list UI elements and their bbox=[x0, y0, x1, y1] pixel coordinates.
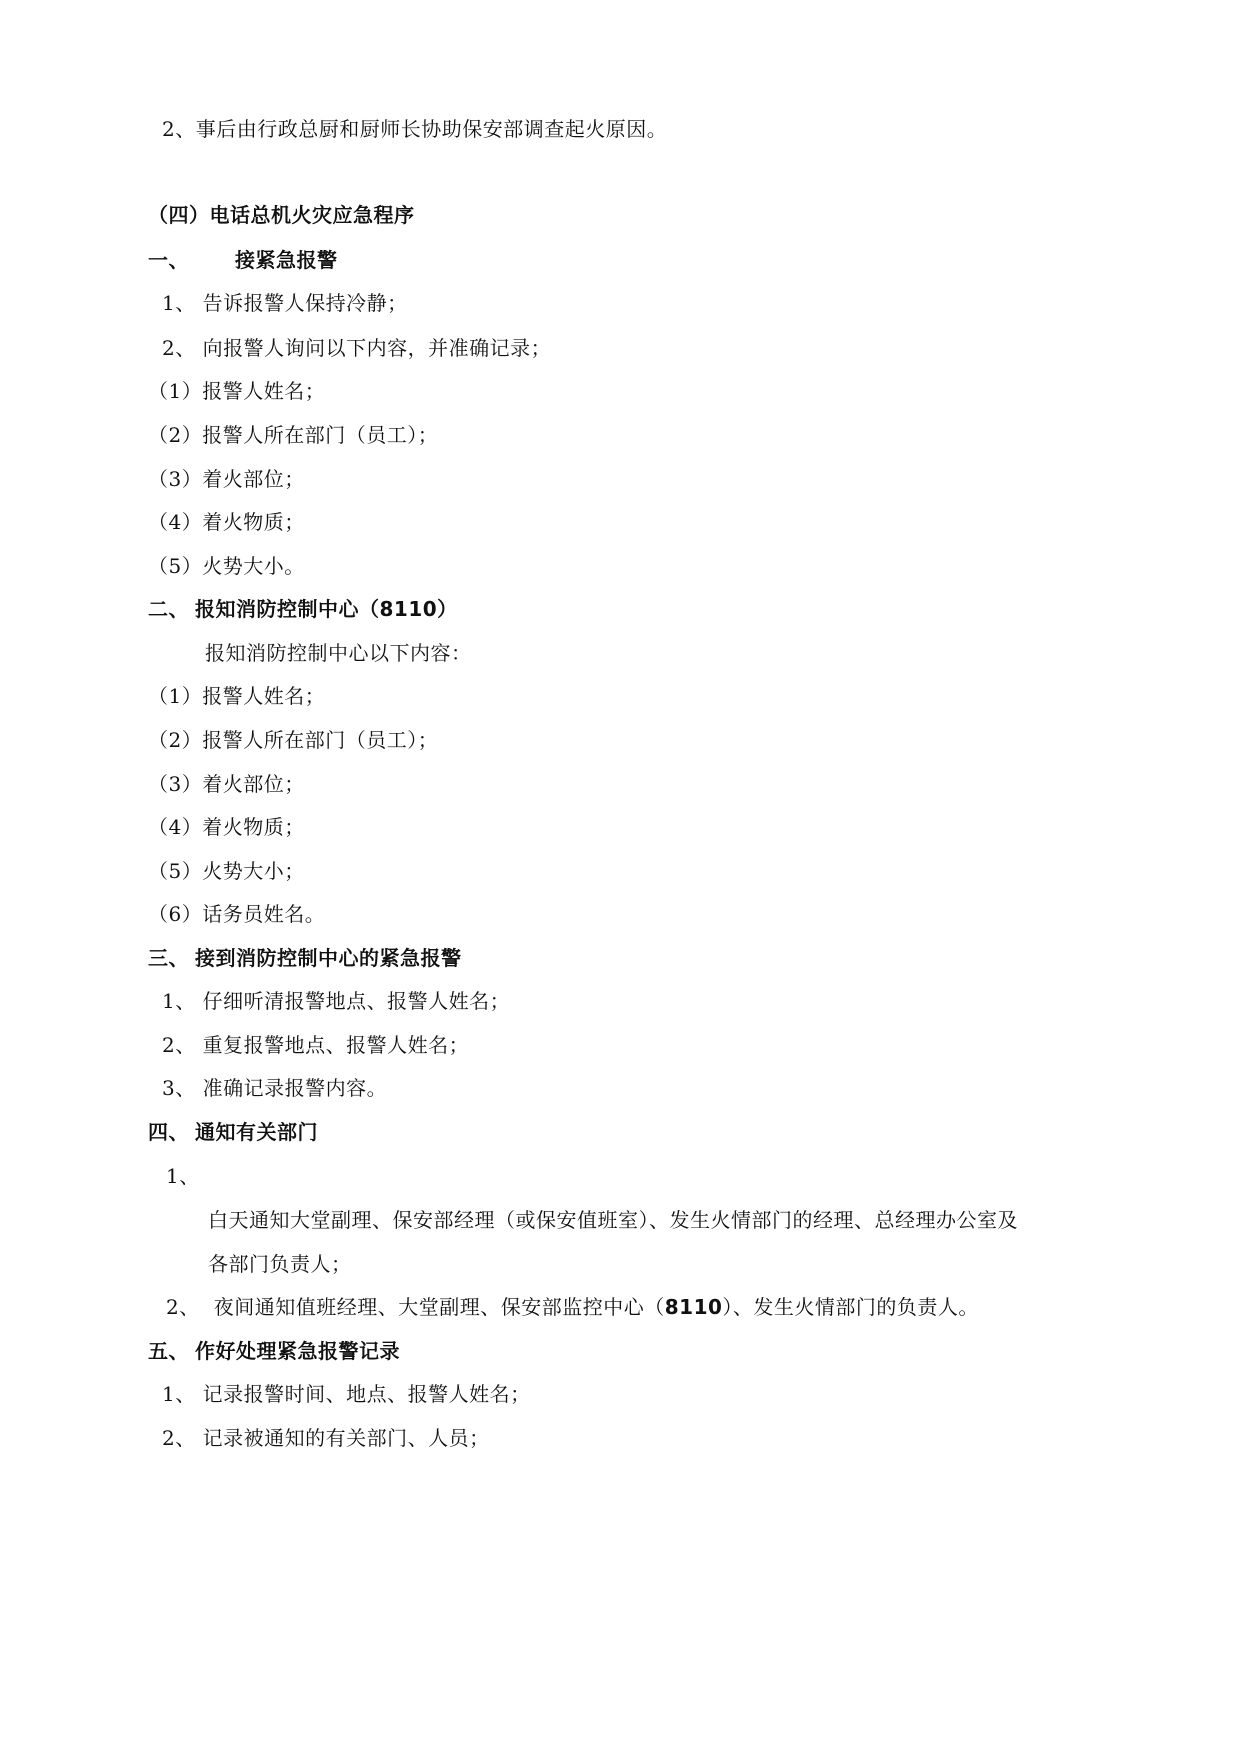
section-title: 接紧急报警 bbox=[235, 248, 338, 272]
list-item: （5）火势大小。 bbox=[148, 554, 305, 578]
list-item: 3、 准确记录报警内容。 bbox=[162, 1076, 388, 1100]
list-item: （5）火势大小； bbox=[148, 859, 305, 883]
section-number: 一、 bbox=[148, 248, 189, 272]
section-title: 接到消防控制中心的紧急报警 bbox=[195, 946, 462, 970]
list-item: 1、 告诉报警人保持冷静； bbox=[162, 291, 408, 315]
section-number: 三、 bbox=[148, 946, 189, 970]
list-item: （3）着火部位； bbox=[148, 467, 305, 491]
list-item-text: 夜间通知值班经理、大堂副理、保安部监控中心（ bbox=[213, 1295, 665, 1319]
list-item-number: 1、 bbox=[166, 1164, 200, 1188]
section-intro: 报知消防控制中心以下内容： bbox=[205, 641, 472, 665]
list-item: 2、 向报警人询问以下内容，并准确记录； bbox=[162, 336, 552, 360]
section-heading-1 bbox=[148, 247, 338, 273]
section-heading-4 bbox=[148, 1119, 318, 1145]
list-item-text: ）、发生火情部门的负责人。 bbox=[722, 1295, 979, 1319]
list-item: （6）话务员姓名。 bbox=[148, 902, 326, 926]
section-title: 通知有关部门 bbox=[195, 1120, 318, 1144]
list-item: 2、 重复报警地点、报警人姓名； bbox=[162, 1033, 470, 1057]
list-item: （3）着火部位； bbox=[148, 772, 305, 796]
section-number: 四、 bbox=[148, 1120, 189, 1144]
section-heading-5 bbox=[148, 1338, 400, 1364]
list-item-text: 各部门负责人； bbox=[208, 1252, 352, 1276]
list-item: 1、 记录报警时间、地点、报警人姓名； bbox=[162, 1382, 531, 1406]
section-title: 作好处理紧急报警记录 bbox=[195, 1339, 400, 1363]
list-item: 2、 记录被通知的有关部门、人员； bbox=[162, 1426, 490, 1450]
list-item: （2）报警人所在部门（员工）； bbox=[148, 728, 439, 752]
list-item: （1）报警人姓名； bbox=[148, 379, 326, 403]
list-item: 1、 仔细听清报警地点、报警人姓名； bbox=[162, 989, 511, 1013]
list-item: （4）着火物质； bbox=[148, 815, 305, 839]
document-heading: （四）电话总机火灾应急程序 bbox=[148, 203, 415, 227]
list-item: （4）着火物质； bbox=[148, 510, 305, 534]
section-heading-2 bbox=[148, 596, 458, 622]
section-number: 五、 bbox=[148, 1339, 189, 1363]
list-item-number: 2、 bbox=[166, 1295, 200, 1319]
top-item: 2、事后由行政总厨和厨师长协助保安部调查起火原因。 bbox=[162, 117, 668, 141]
list-item bbox=[166, 1294, 979, 1320]
list-item: （2）报警人所在部门（员工）； bbox=[148, 423, 439, 447]
phone-extension: 8110 bbox=[664, 1295, 723, 1319]
list-item: （1）报警人姓名； bbox=[148, 684, 326, 708]
section-heading-3 bbox=[148, 945, 462, 971]
list-item-text: 白天通知大堂副理、保安部经理（或保安值班室）、发生火情部门的经理、总经理办公室及 bbox=[208, 1208, 1018, 1232]
section-number: 二、 bbox=[148, 597, 189, 621]
section-title: 报知消防控制中心（8110） bbox=[195, 597, 458, 621]
